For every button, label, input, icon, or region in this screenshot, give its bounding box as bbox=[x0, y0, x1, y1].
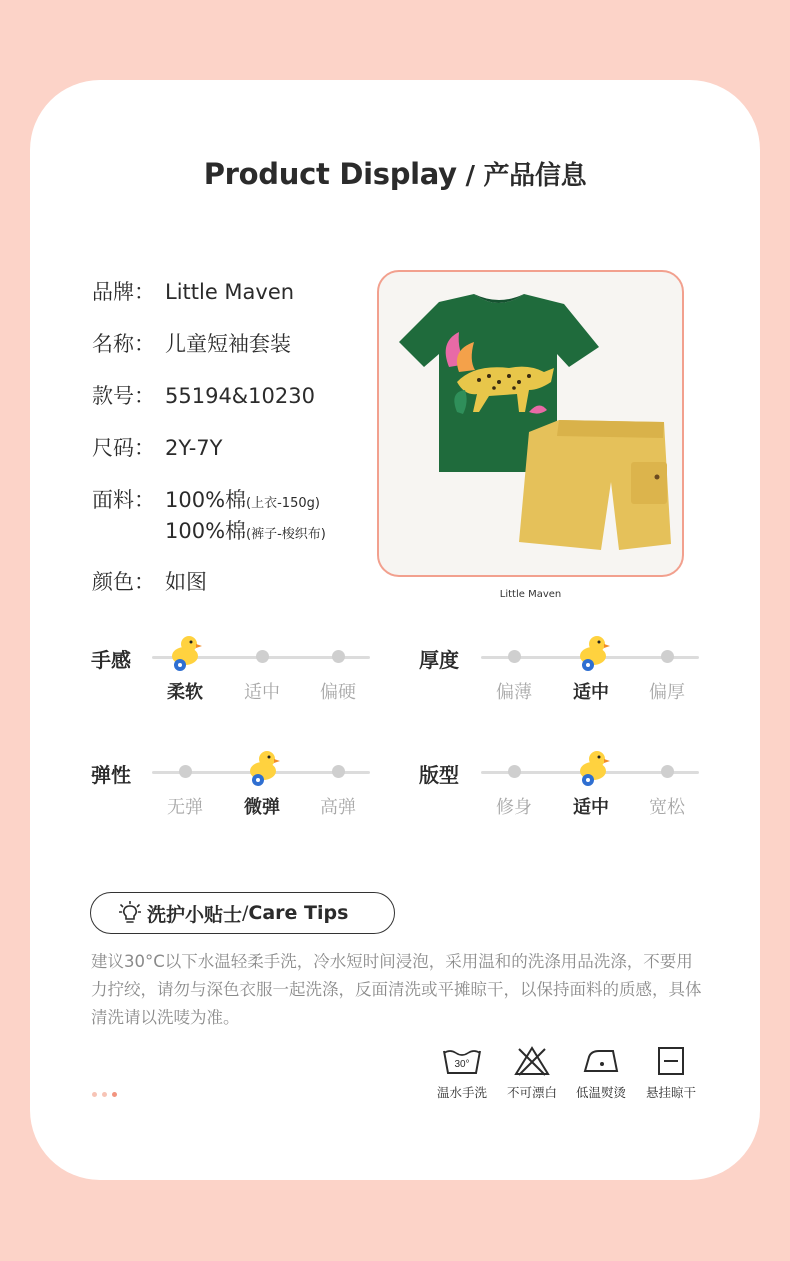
spec-fabric-note-2: (裤子-梭织布) bbox=[246, 527, 326, 542]
page-title bbox=[0, 155, 790, 192]
spec-fabric-value-1: 100%棉 bbox=[165, 488, 247, 512]
page-dot bbox=[102, 1092, 107, 1097]
spec-brand bbox=[92, 276, 294, 306]
spec-size bbox=[92, 432, 222, 462]
rating-fit-option-loose: 宽松 bbox=[649, 797, 685, 818]
spec-size-value: 2Y-7Y bbox=[165, 436, 223, 460]
spec-style-no bbox=[92, 380, 315, 410]
outfit-illustration bbox=[379, 272, 682, 575]
spec-color-value: 如图 bbox=[165, 570, 207, 594]
spec-name bbox=[92, 328, 291, 358]
rating-thickness-dot-1 bbox=[508, 650, 521, 663]
rating-feel-dot-2 bbox=[256, 650, 269, 663]
rating-thickness-option-medium: 适中 bbox=[573, 682, 609, 703]
rating-feel-option-hard: 偏硬 bbox=[320, 682, 356, 703]
care-tips-title-cn: 洗护小贴士 bbox=[147, 903, 243, 926]
spec-brand-value: Little Maven bbox=[165, 280, 295, 304]
spec-color bbox=[92, 566, 207, 596]
care-tips-separator: / bbox=[242, 902, 249, 924]
spec-brand-key: 品牌： bbox=[92, 280, 155, 304]
hang-dry-label: 悬挂晾干 bbox=[645, 1085, 696, 1100]
title-cn: 产品信息 bbox=[483, 161, 587, 191]
rating-fit-option-regular: 适中 bbox=[573, 797, 609, 818]
spec-name-key: 名称： bbox=[92, 332, 155, 356]
spec-color-key: 颜色： bbox=[92, 570, 155, 594]
rating-feel-dot-3 bbox=[332, 650, 345, 663]
spec-fabric-line-2 bbox=[165, 515, 326, 545]
rating-thickness-dot-3 bbox=[661, 650, 674, 663]
duck-marker-icon bbox=[168, 632, 202, 672]
care-tips-pill bbox=[90, 892, 395, 934]
rating-thickness-label: 厚度 bbox=[419, 648, 459, 672]
care-icon-low-iron bbox=[561, 1045, 641, 1101]
page-dot bbox=[92, 1092, 97, 1097]
flat-dry-icon bbox=[651, 1045, 691, 1077]
spec-fabric-note-1: (上衣-150g) bbox=[246, 496, 320, 511]
hand-wash-label: 温水手洗 bbox=[436, 1085, 487, 1100]
rating-thickness-option-thick: 偏厚 bbox=[649, 682, 685, 703]
page-indicator bbox=[92, 1092, 117, 1097]
page-dot-active bbox=[112, 1092, 117, 1097]
rating-fit-label: 版型 bbox=[419, 763, 459, 787]
photo-caption: Little Maven bbox=[499, 589, 562, 600]
low-iron-icon bbox=[581, 1045, 621, 1077]
rating-elasticity-option-none: 无弹 bbox=[167, 797, 203, 818]
duck-marker-icon bbox=[246, 747, 280, 787]
no-bleach-icon bbox=[512, 1045, 552, 1077]
rating-elasticity-option-slight: 微弹 bbox=[244, 797, 280, 818]
care-icon-no-bleach bbox=[492, 1045, 572, 1101]
spec-fabric bbox=[92, 484, 320, 514]
rating-feel-option-medium: 适中 bbox=[244, 682, 280, 703]
spec-style-key: 款号： bbox=[92, 384, 155, 408]
rating-feel-option-soft: 柔软 bbox=[167, 682, 203, 703]
spec-style-value: 55194&10230 bbox=[165, 384, 315, 408]
care-icon-hang-dry bbox=[631, 1045, 711, 1101]
care-instructions: 建议30°C以下水温轻柔手洗，冷水短时间浸泡，采用温和的洗涤用品洗涤，不要用力拧绞，请勿与深色衣服一起洗涤，反面清洗或平摊晾干，以保持面料的质感，具体清洗请以洗唛为准。 bbox=[91, 952, 702, 1027]
spec-fabric-key: 面料： bbox=[92, 488, 155, 512]
rating-elasticity-dot-1 bbox=[179, 765, 192, 778]
rating-elasticity-dot-3 bbox=[332, 765, 345, 778]
rating-fit-dot-3 bbox=[661, 765, 674, 778]
hand-wash-30-icon bbox=[442, 1045, 482, 1077]
wash-temp-label: 30° bbox=[454, 1059, 470, 1070]
rating-elasticity-label: 弹性 bbox=[91, 763, 131, 787]
spec-size-key: 尺码： bbox=[92, 436, 155, 460]
duck-marker-icon bbox=[576, 632, 610, 672]
no-bleach-label: 不可漂白 bbox=[506, 1085, 557, 1100]
rating-fit-dot-1 bbox=[508, 765, 521, 778]
care-tips-title-en: Care Tips bbox=[248, 902, 349, 924]
rating-thickness-option-thin: 偏薄 bbox=[496, 682, 532, 703]
care-icon-hand-wash bbox=[422, 1045, 502, 1101]
rating-fit-option-slim: 修身 bbox=[496, 797, 532, 818]
rating-feel-label: 手感 bbox=[91, 648, 131, 672]
spec-fabric-value-2: 100%棉 bbox=[165, 519, 247, 543]
lightbulb-icon bbox=[119, 901, 141, 925]
low-iron-label: 低温熨烫 bbox=[575, 1085, 626, 1100]
title-separator: / bbox=[456, 161, 484, 191]
product-photo bbox=[377, 270, 684, 577]
duck-marker-icon bbox=[576, 747, 610, 787]
rating-elasticity-option-high: 高弹 bbox=[320, 797, 356, 818]
spec-name-value: 儿童短袖套装 bbox=[165, 332, 291, 356]
title-en: Product Display bbox=[203, 157, 457, 191]
